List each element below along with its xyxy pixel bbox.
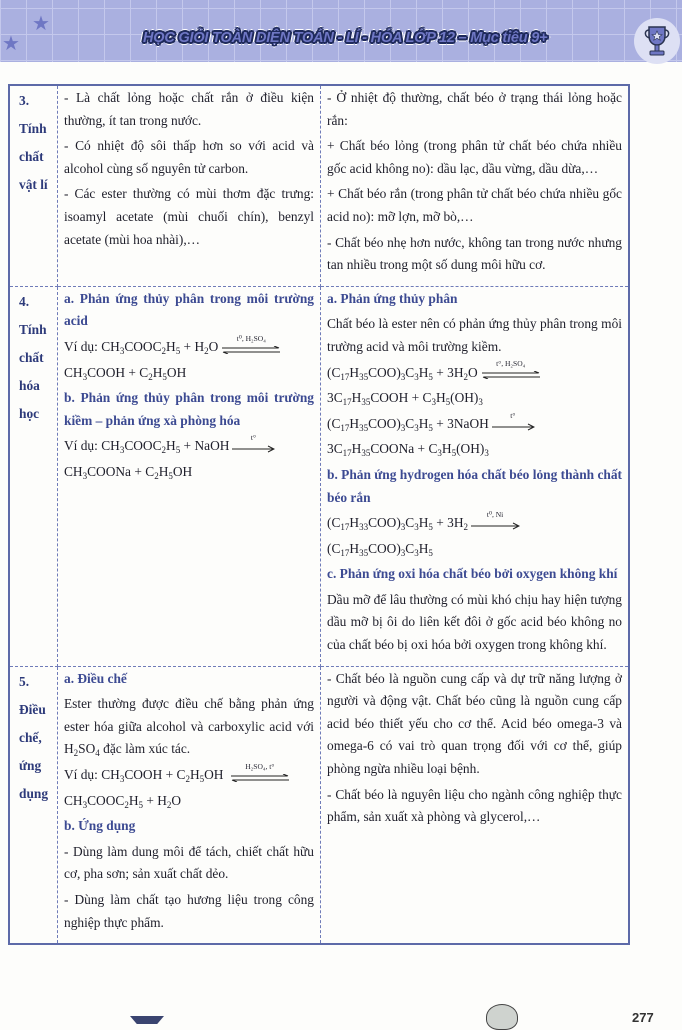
label-line: chế, [19, 729, 42, 745]
text-span: đặc làm xúc tác. [103, 741, 191, 757]
section-heading: a. Điều chế [64, 670, 127, 686]
label-line: hóa [19, 377, 40, 393]
star-icon: ★ [2, 33, 20, 55]
fat-cell [321, 666, 630, 944]
header-title: HỌC GIỎI TOÀN DIỆN TOÁN - LÍ - HÓA LỚP 12 – Mục tiêu 9+ [143, 30, 548, 46]
label-line: 3. [19, 93, 30, 108]
text-paragraph: - Dùng làm dung môi để tách, chiết chất hữu cơ, pha sơn; sản xuất chất dẻo. [64, 843, 314, 882]
equation: $(C_{17}H_{33}COO)_3C_3H_5 + 3H_2$ t⁰, Ni [327, 512, 622, 535]
section-heading: b. Ứng dụng [64, 818, 136, 834]
reaction-condition: t°, H₂SO₄ [496, 359, 526, 369]
text-paragraph: Chất béo là ester nên có phản ứng thủy phân trong môi trường acid và môi trường kiềm. [327, 316, 622, 354]
example-label: Ví dụ: [64, 767, 98, 783]
label-line: Điều [19, 701, 46, 717]
ester-cell [58, 85, 321, 286]
reaction-condition: t⁰, H₂SO₄ [236, 333, 266, 343]
equation: $3C_{17}H_{35}COOH + C_3H_5(OH)_3$ [327, 390, 483, 408]
section-heading: b. Phản ứng hydrogen hóa chất béo lỏng thành chất béo rắn [327, 466, 623, 505]
example-label: Ví dụ: [64, 438, 98, 454]
label-line: 5. [19, 673, 30, 689]
ester-cell [58, 666, 321, 944]
reversible-arrow-icon [229, 761, 291, 783]
table-row [9, 666, 629, 944]
text-paragraph: - Dùng làm chất tạo hương liệu trong công nghiệp thực phẩm. [64, 892, 314, 930]
text-paragraph: - Chất béo là nguyên liệu cho ngành công nghiệp thực phẩm, sản xuất xà phòng và glycerol,… [327, 786, 622, 825]
example-label: Ví dụ: [64, 338, 98, 354]
equation: $(C_{17}H_{35}COO)_3C_3H_5 + 3H_2O$ t°, H₂SO₄ [327, 362, 622, 385]
label-line: học [19, 405, 40, 421]
label-line: vật lí [19, 177, 48, 192]
equation: Ví dụ: $CH_3COOC_2H_5$ + NaOH t° [64, 435, 314, 458]
arrow-icon [231, 433, 275, 454]
page-header [0, 0, 682, 62]
label-line: ứng [19, 757, 42, 773]
reaction-condition: t° [510, 410, 516, 420]
row-label [9, 85, 58, 286]
reaction-condition: t° [250, 433, 256, 443]
arrow-icon [470, 510, 520, 531]
text-paragraph: - Có nhiệt độ sôi thấp hơn so với acid và alcohol cùng số nguyên tử carbon. [64, 138, 314, 176]
label-line: chất [19, 349, 44, 365]
equation: $CH_3COOH + C_2H_5OH$ [64, 364, 187, 382]
comparison-table [8, 84, 630, 945]
label-line: 4. [19, 293, 30, 309]
table-row [9, 286, 629, 666]
arrow-icon [491, 410, 535, 432]
equation: Ví dụ: $CH_3COOC_2H_5 + H_2O$ t⁰, H₂SO₄ [64, 336, 314, 359]
equation: Ví dụ: $CH_3COOH + C_2H_5OH$ H₂SO₄, t° [64, 764, 314, 787]
text-paragraph: - Chất béo là nguồn cung cấp và dự trữ năng lượng ở người và động vật. Chất béo cũng là nguồn cung cấp acid béo thiết yếu cho cơ thể. Acid béo omega-3 và omega-6 có vai trò quan trọng đối với cơ thể, giúp phòng ngừa nhiều loại bệnh. [327, 670, 622, 777]
text-paragraph: - Ở nhiệt độ thường, chất béo ở trạng thái lỏng hoặc rắn: [327, 90, 622, 128]
label-line: Tính [19, 321, 47, 337]
reaction-condition: t⁰, Ni [486, 510, 504, 520]
equation: $(C_{17}H_{35}COO)_3C_3H_5$ + 3NaOH t° [327, 413, 622, 436]
text-paragraph: + Chất béo lỏng (trong phân tử chất béo chứa nhiều gốc acid không no): dầu lạc, dầu vừng, dầu dừa,… [327, 138, 622, 176]
text-paragraph: - Chất béo nhẹ hơn nước, không tan trong nước nhưng tan nhiều trong một số dung môi hữu cơ. [327, 234, 622, 273]
page-number: 277 [632, 1010, 654, 1025]
section-heading: b. Phản ứng thủy phân trong môi trường kiềm – phản ứng xà phòng hóa [64, 390, 314, 428]
row-label [9, 286, 58, 666]
reversible-arrow-icon [480, 359, 542, 380]
label-line: chất [19, 149, 44, 164]
section-heading: a. Phản ứng thủy phân [327, 290, 458, 306]
boat-icon [130, 1016, 164, 1024]
text-paragraph: - Là chất lỏng hoặc chất rắn ở điều kiện thường, ít tan trong nước. [64, 90, 314, 128]
table-row [9, 85, 629, 286]
trophy-icon [634, 18, 680, 64]
text-paragraph: Ester thường được điều chế bằng phản ứng ester hóa giữa alcohol và carboxylic acid với $H_2SO_4$ đặc làm xúc tác. [64, 696, 314, 759]
text-paragraph: Dầu mỡ để lâu thường có mùi khó chịu hay hiện tượng dầu mỡ bị ôi do liên kết đôi ở gốc acid béo không no của chất béo bị oxi hóa bởi oxygen trong không khí. [327, 591, 622, 653]
equation: $CH_3COOC_2H_5 + H_2O$ [64, 792, 182, 810]
ester-cell [58, 286, 321, 666]
equation: $CH_3COONa + C_2H_5OH$ [64, 463, 193, 481]
equation: $(C_{17}H_{35}COO)_3C_3H_5$ [327, 540, 433, 558]
bear-icon [486, 1004, 518, 1030]
label-line: dụng [19, 785, 49, 801]
fat-cell [321, 286, 630, 666]
fat-cell [321, 85, 630, 286]
reversible-arrow-icon [220, 333, 282, 355]
label-line: Tính [19, 121, 47, 136]
text-paragraph: - Các ester thường có mùi thơm đặc trưng: isoamyl acetate (mùi chuối chín), benzyl acetate (mùi hoa nhài),… [64, 186, 314, 247]
section-heading: a. Phản ứng thủy phân trong môi trường acid [64, 290, 314, 329]
section-heading: c. Phản ứng oxi hóa chất béo bởi oxygen không khí [327, 566, 618, 582]
star-icon: ★ [32, 13, 50, 35]
equation: $3C_{17}H_{35}COONa + C_3H_5(OH)_3$ [327, 441, 489, 459]
reaction-condition: H₂SO₄, t° [245, 761, 275, 771]
text-paragraph: + Chất béo rắn (trong phân tử chất béo chứa nhiều gốc acid no): mỡ lợn, mỡ bò,… [327, 186, 622, 224]
row-label [9, 666, 58, 944]
text-span: Ester thường được điều chế bằng phản ứng ester hóa giữa alcohol và carboxylic acid với [64, 696, 314, 734]
